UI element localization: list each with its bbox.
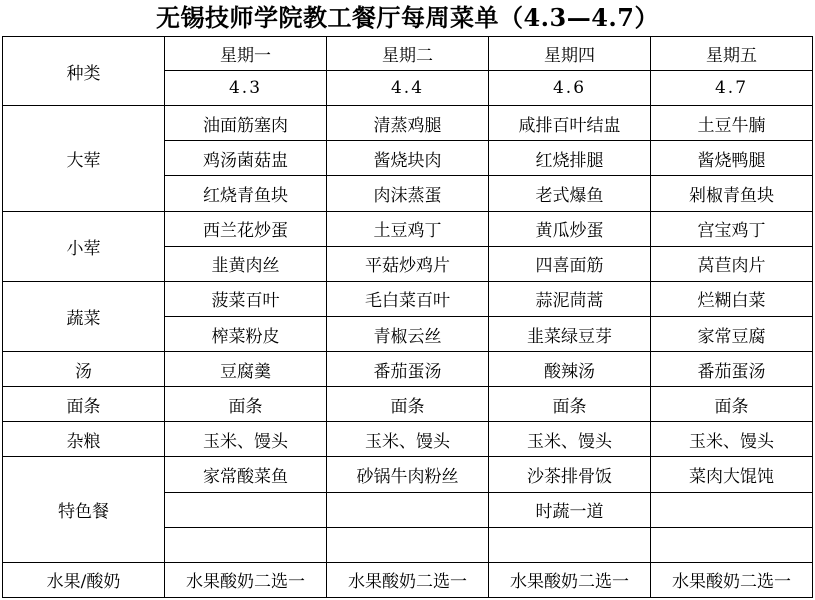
menu-row: [3, 422, 813, 457]
date-header: 4.6: [489, 71, 651, 106]
date-header: 4.4: [327, 71, 489, 106]
date-header: 4.3: [165, 71, 327, 106]
menu-item: 砂锅牛肉粉丝: [327, 457, 489, 492]
category-label: 汤: [3, 352, 165, 387]
menu-item: 菠菜百叶: [165, 281, 327, 316]
menu-item: 蒜泥茼蒿: [489, 281, 651, 316]
category-header: 种类: [3, 37, 165, 106]
menu-item: 番茄蛋汤: [327, 352, 489, 387]
menu-item: 水果酸奶二选一: [489, 562, 651, 597]
menu-row: [3, 387, 813, 422]
menu-item: 鸡汤菌菇盅: [165, 141, 327, 176]
menu-item: 水果酸奶二选一: [327, 562, 489, 597]
menu-title: 无锡技师学院教工餐厅每周菜单（4.3—4.7）: [155, 3, 659, 32]
day-header: 星期二: [327, 37, 489, 71]
menu-item: 土豆牛腩: [651, 106, 813, 141]
category-label: 蔬菜: [3, 281, 165, 351]
menu-item: 红烧青鱼块: [165, 176, 327, 211]
menu-item: 酱烧鸭腿: [651, 141, 813, 176]
menu-item: 榨菜粉皮: [165, 316, 327, 351]
menu-item: 家常豆腐: [651, 316, 813, 351]
menu-item: 平菇炒鸡片: [327, 246, 489, 281]
menu-item: 玉米、馒头: [165, 422, 327, 457]
menu-item: 黄瓜炒蛋: [489, 211, 651, 246]
menu-item: 毛白菜百叶: [327, 281, 489, 316]
header-day-row: [3, 37, 813, 71]
menu-row: [3, 562, 813, 597]
date-header: 4.7: [651, 71, 813, 106]
menu-item: 土豆鸡丁: [327, 211, 489, 246]
menu-item: [327, 492, 489, 527]
menu-item: 面条: [651, 387, 813, 422]
category-label: 水果/酸奶: [3, 562, 165, 597]
day-header: 星期四: [489, 37, 651, 71]
day-header: 星期一: [165, 37, 327, 71]
menu-item: 四喜面筋: [489, 246, 651, 281]
category-label: 特色餐: [3, 457, 165, 562]
menu-item: [651, 492, 813, 527]
menu-item: [489, 527, 651, 562]
menu-item: 老式爆鱼: [489, 176, 651, 211]
menu-item: 面条: [489, 387, 651, 422]
category-label: 面条: [3, 387, 165, 422]
menu-item: 面条: [165, 387, 327, 422]
menu-item: 玉米、馒头: [651, 422, 813, 457]
menu-item: 红烧排腿: [489, 141, 651, 176]
menu-item: 宫宝鸡丁: [651, 211, 813, 246]
menu-item: 番茄蛋汤: [651, 352, 813, 387]
menu-item: [165, 492, 327, 527]
category-label: 小荤: [3, 211, 165, 281]
menu-item: 家常酸菜鱼: [165, 457, 327, 492]
menu-item: 咸排百叶结盅: [489, 106, 651, 141]
menu-item: 清蒸鸡腿: [327, 106, 489, 141]
menu-item: 玉米、馒头: [489, 422, 651, 457]
menu-item: 韭黄肉丝: [165, 246, 327, 281]
menu-item: [165, 527, 327, 562]
menu-item: 时蔬一道: [489, 492, 651, 527]
menu-item: 烂糊白菜: [651, 281, 813, 316]
menu-item: 韭菜绿豆芽: [489, 316, 651, 351]
menu-item: 面条: [327, 387, 489, 422]
menu-item: [327, 527, 489, 562]
menu-row: [3, 457, 813, 492]
menu-item: [651, 527, 813, 562]
menu-item: 肉沫蒸蛋: [327, 176, 489, 211]
menu-item: 水果酸奶二选一: [165, 562, 327, 597]
menu-row: [3, 106, 813, 141]
menu-item: 菜肉大馄饨: [651, 457, 813, 492]
menu-item: 油面筋塞肉: [165, 106, 327, 141]
menu-item: 水果酸奶二选一: [651, 562, 813, 597]
menu-item: 豆腐羹: [165, 352, 327, 387]
menu-item: 沙茶排骨饭: [489, 457, 651, 492]
menu-item: 玉米、馒头: [327, 422, 489, 457]
menu-item: 西兰花炒蛋: [165, 211, 327, 246]
menu-row: [3, 281, 813, 316]
day-header: 星期五: [651, 37, 813, 71]
category-label: 大荤: [3, 106, 165, 211]
menu-item: 酱烧块肉: [327, 141, 489, 176]
weekly-menu-table: [2, 36, 813, 598]
category-label: 杂粮: [3, 422, 165, 457]
menu-item: 剁椒青鱼块: [651, 176, 813, 211]
menu-item: 莴苣肉片: [651, 246, 813, 281]
menu-row: [3, 211, 813, 246]
menu-item: 酸辣汤: [489, 352, 651, 387]
menu-item: 青椒云丝: [327, 316, 489, 351]
menu-row: [3, 352, 813, 387]
